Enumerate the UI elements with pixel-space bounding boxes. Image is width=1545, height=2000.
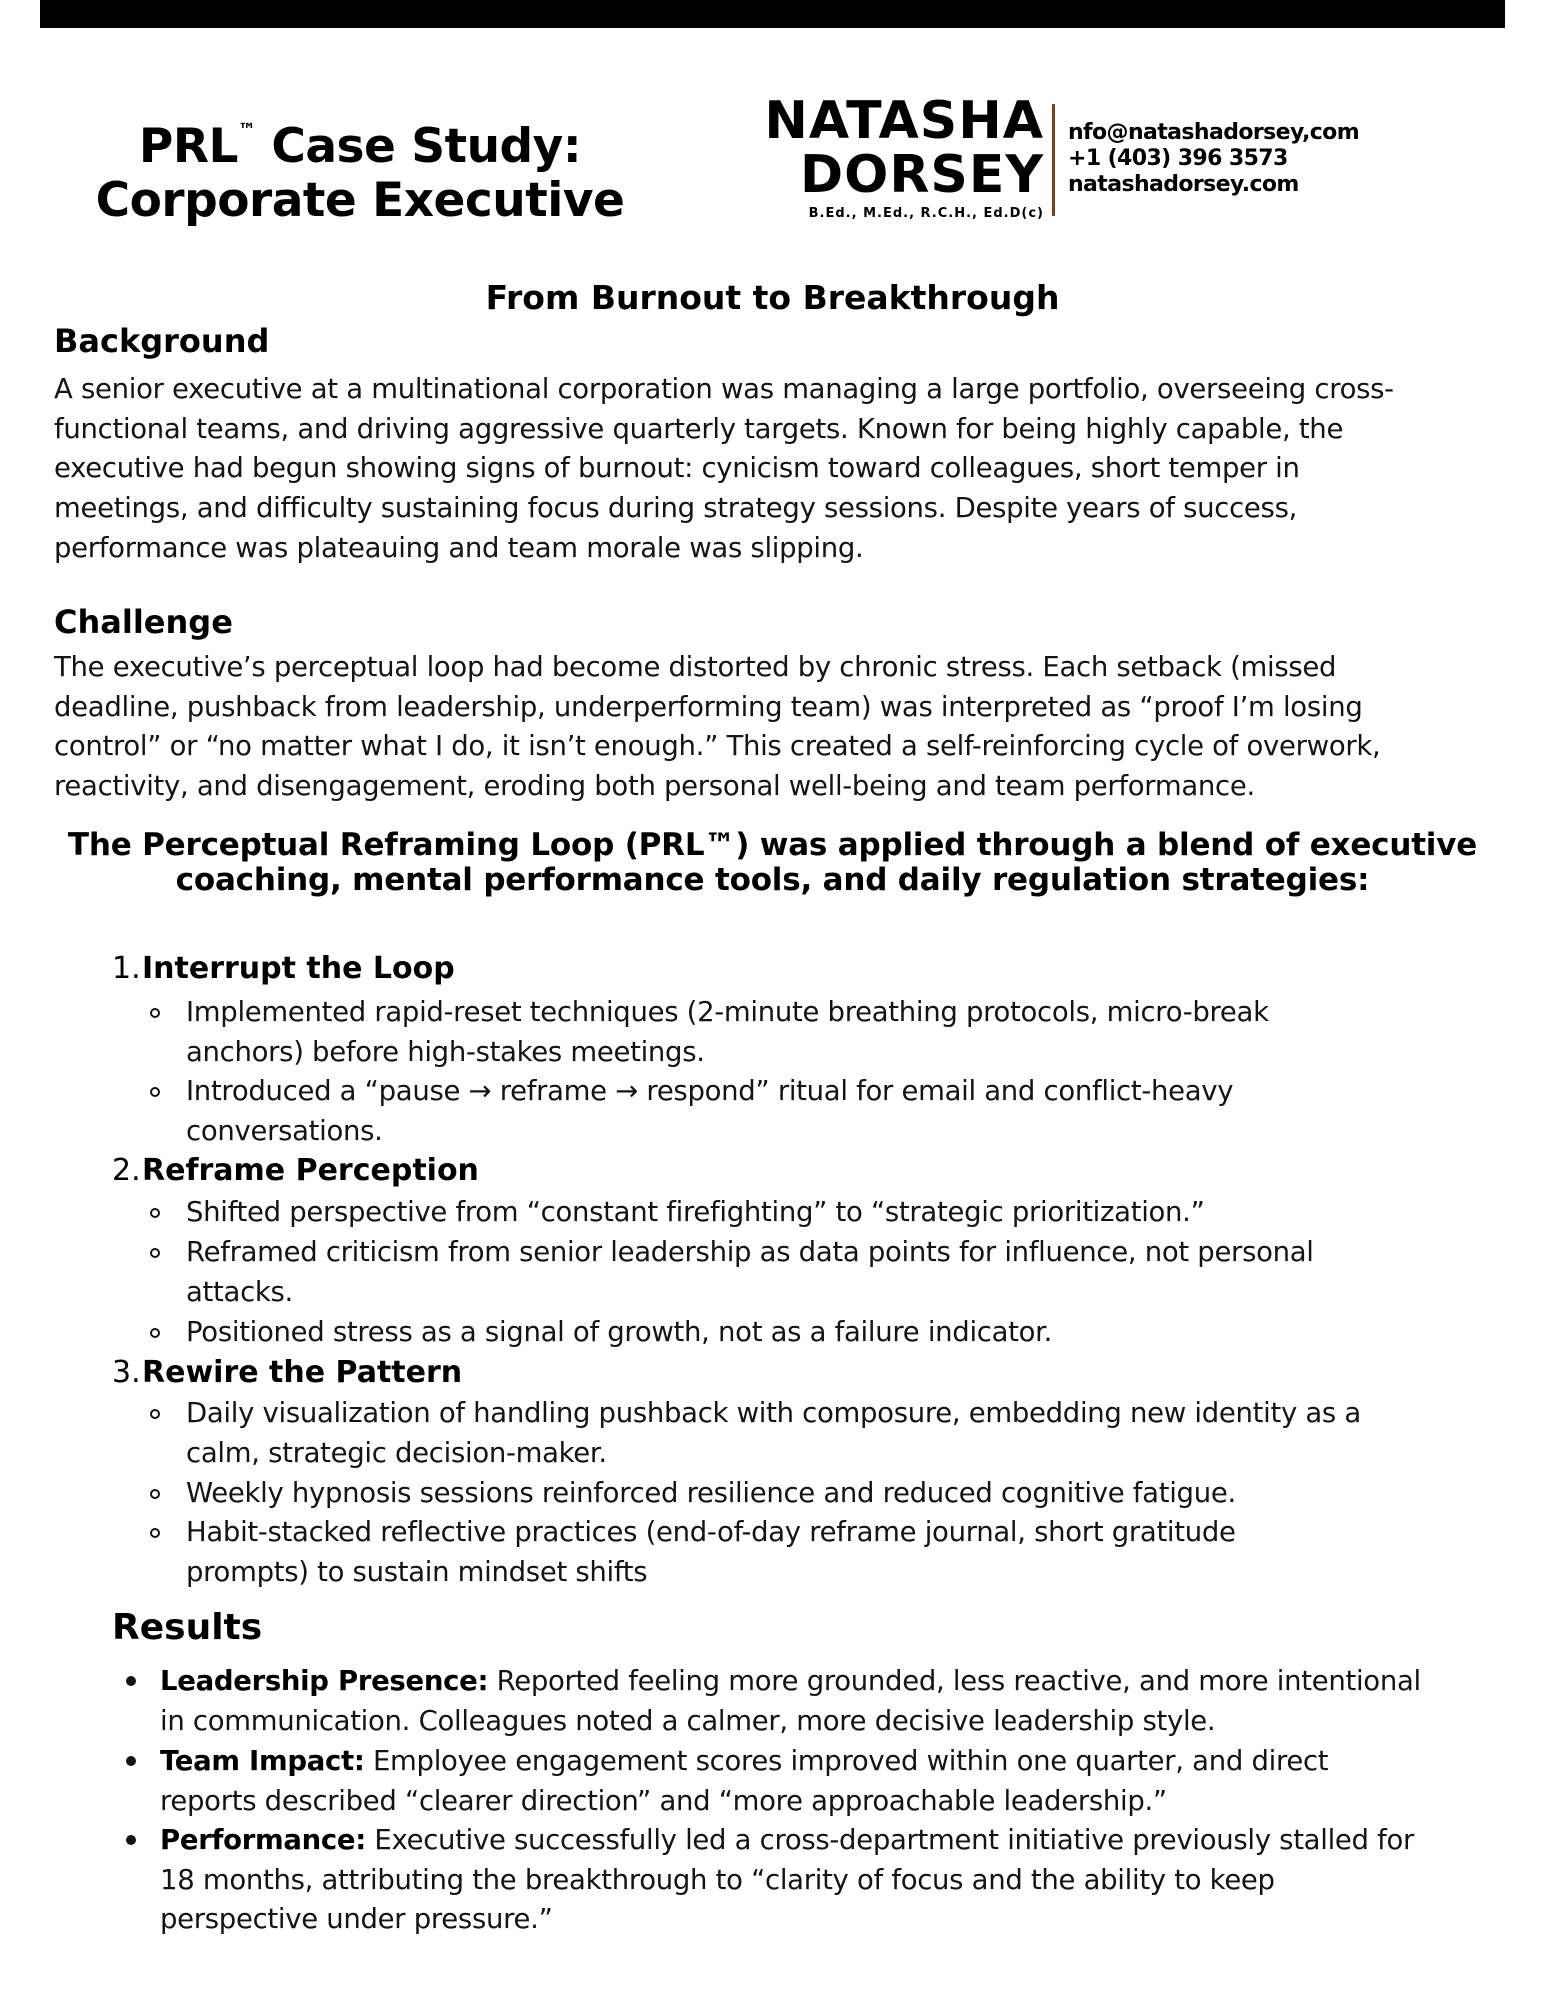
contact-phone: +1 (403) 396 3573 xyxy=(1068,146,1288,171)
list-item-line: Habit-stacked reflective practices (end-of-day reframe journal, short gratitude xyxy=(186,1516,1236,1548)
circle-bullet-icon xyxy=(150,1409,160,1419)
brand-divider xyxy=(1052,104,1055,216)
circle-bullet-icon xyxy=(150,1087,160,1097)
circle-bullet-icon xyxy=(150,1528,160,1538)
step-reframe-perception xyxy=(112,1151,479,1191)
approach-heading-line: coaching, mental performance tools, and daily regulation strategies: xyxy=(175,862,1370,898)
bullet-icon xyxy=(126,1756,136,1766)
approach-heading xyxy=(0,828,1545,898)
contact-website: natashadorsey.com xyxy=(1068,172,1299,197)
background-line: A senior executive at a multinational corporation was managing a large portfolio, overseeing cross- xyxy=(54,373,1394,405)
document-title xyxy=(60,104,660,228)
subtitle: From Burnout to Breakthrough xyxy=(485,278,1060,317)
title-line-1: PRL™ Case Study: xyxy=(138,119,582,174)
bullet-icon xyxy=(126,1676,136,1686)
bullet-icon xyxy=(126,1835,136,1845)
title-line-2: Corporate Executive xyxy=(95,173,625,228)
result-text: 18 months, attributing the breakthrough to “clarity of focus and the ability to keep xyxy=(160,1863,1275,1896)
list-item-line: conversations. xyxy=(186,1114,383,1147)
circle-bullet-icon xyxy=(150,1328,160,1338)
list-item-line: Shifted perspective from “constant firefighting” to “strategic prioritization.” xyxy=(186,1196,1205,1228)
step-number: 1. xyxy=(112,951,141,986)
step-interrupt-the-loop xyxy=(112,949,455,989)
top-bar xyxy=(40,0,1505,28)
result-text: Employee engagement scores improved within one quarter, and direct xyxy=(364,1745,1329,1777)
circle-bullet-icon xyxy=(150,1248,160,1258)
step-number: 3. xyxy=(112,1355,141,1390)
list-item-line: Weekly hypnosis sessions reinforced resilience and reduced cognitive fatigue. xyxy=(186,1477,1236,1509)
contact-block xyxy=(1068,120,1359,198)
list-item-line: Implemented rapid-reset techniques (2-minute breathing protocols, micro-break xyxy=(186,996,1269,1028)
step-label: Rewire the Pattern xyxy=(142,1355,463,1390)
brand-first-name: NATASHA xyxy=(764,91,1044,151)
challenge-line: control” or “no matter what I do, it isn’t enough.” This created a self-reinforcing cycle of overwork, xyxy=(54,730,1381,763)
result-text: in communication. Colleagues noted a calmer, more decisive leadership style. xyxy=(160,1704,1216,1737)
challenge-line: deadline, pushback from leadership, underperforming team) was interpreted as “proof I’m losing xyxy=(54,690,1363,723)
step-label: Reframe Perception xyxy=(142,1153,479,1188)
background-line: performance was plateauing and team morale was slipping. xyxy=(54,531,864,564)
list-item-line: Positioned stress as a signal of growth, not as a failure indicator. xyxy=(186,1316,1053,1348)
background-line: executive had begun showing signs of burnout: cynicism toward colleagues, short temper in xyxy=(54,452,1300,485)
list-item-line: prompts) to sustain mindset shifts xyxy=(186,1555,648,1588)
list-item-line: calm, strategic decision-maker. xyxy=(186,1436,607,1469)
circle-bullet-icon xyxy=(150,1208,160,1218)
background-line: functional teams, and driving aggressive quarterly targets. Known for being highly capable, the xyxy=(54,412,1344,445)
challenge-paragraph xyxy=(54,648,1514,807)
result-text: Executive successfully led a cross-department initiative previously stalled for xyxy=(365,1824,1415,1856)
brand-credentials: B.Ed., M.Ed., R.C.H., Ed.D(c) xyxy=(808,206,1044,221)
results-heading: Results xyxy=(112,1607,263,1648)
list-item-line: attacks. xyxy=(186,1275,293,1308)
background-paragraph xyxy=(54,370,1514,569)
result-label: Team Impact: xyxy=(160,1745,365,1777)
contact-email: nfo@natashadorsey,com xyxy=(1068,120,1360,145)
circle-bullet-icon xyxy=(150,1008,160,1018)
list-item-line: Introduced a “pause → reframe → respond” ritual for email and conflict-heavy xyxy=(186,1075,1234,1107)
result-text: perspective under pressure.” xyxy=(160,1903,553,1936)
list-item-line: Reframed criticism from senior leadership as data points for influence, not personal xyxy=(186,1236,1314,1268)
brand-last-name: DORSEY xyxy=(799,145,1044,205)
result-text: reports described “clearer direction” and “more approachable leadership.” xyxy=(160,1784,1167,1817)
list-item-line: anchors) before high-stakes meetings. xyxy=(186,1035,705,1068)
result-label: Performance: xyxy=(160,1824,366,1856)
background-heading: Background xyxy=(54,322,270,360)
step-label: Interrupt the Loop xyxy=(142,951,455,986)
step-rewire-the-pattern xyxy=(112,1353,462,1393)
background-line: meetings, and difficulty sustaining focus during strategy sessions. Despite years of success, xyxy=(54,492,1298,525)
result-text: Reported feeling more grounded, less reactive, and more intentional xyxy=(488,1665,1421,1697)
result-label: Leadership Presence: xyxy=(160,1665,489,1697)
circle-bullet-icon xyxy=(150,1489,160,1499)
list-item-line: Daily visualization of handling pushback with composure, embedding new identity as a xyxy=(186,1397,1361,1429)
approach-heading-line: The Perceptual Reframing Loop (PRL™) was applied through a blend of executive xyxy=(67,827,1478,863)
brand-logo xyxy=(752,91,1044,221)
step-number: 2. xyxy=(112,1153,141,1188)
challenge-line: The executive’s perceptual loop had become distorted by chronic stress. Each setback (missed xyxy=(54,651,1337,683)
challenge-line: reactivity, and disengagement, eroding both personal well-being and team performance. xyxy=(54,770,1255,803)
challenge-heading: Challenge xyxy=(54,603,233,641)
